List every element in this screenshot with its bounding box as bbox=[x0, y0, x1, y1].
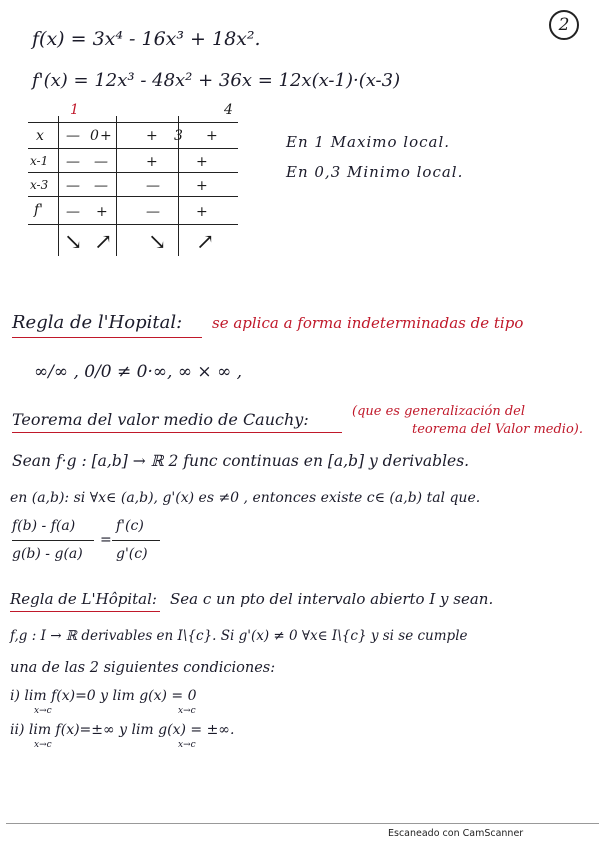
cell: — bbox=[66, 178, 80, 194]
cell: — bbox=[66, 128, 80, 144]
condition-2-subscript: x→c bbox=[34, 740, 52, 750]
formula-right-denominator: g'(c) bbox=[116, 546, 148, 562]
cell: — bbox=[94, 154, 108, 170]
cauchy-title: Teorema del valor medio de Cauchy: bbox=[12, 410, 309, 429]
row-label-x-3: x-3 bbox=[30, 178, 49, 192]
cell: — bbox=[94, 178, 108, 194]
condition-1: i) lim f(x)=0 y lim g(x) = 0 bbox=[10, 688, 197, 704]
condition-2: ii) lim f(x)=±∞ y lim g(x) = ±∞. bbox=[10, 722, 235, 738]
page-number: 2 bbox=[549, 10, 579, 40]
cell: — bbox=[146, 178, 160, 194]
lhopital-line-1: Sea c un pto del intervalo abierto I y sean. bbox=[170, 590, 494, 608]
lhopital-line-2: f,g : I → ℝ derivables en I\{c}. Si g'(x) ≠ 0 ∀x∈ I\{c} y si se cumple bbox=[10, 628, 468, 644]
scanner-footer: Escaneado con CamScanner bbox=[388, 828, 524, 839]
indeterminate-forms: ∞/∞ , 0/0 ≠ 0·∞, ∞ ⨯ ∞ , bbox=[34, 362, 243, 382]
cell: + bbox=[196, 154, 208, 170]
row-label-fprime: f' bbox=[34, 202, 44, 218]
equals-sign: = bbox=[100, 532, 112, 548]
arrow-3: ↘ bbox=[148, 230, 167, 255]
condition-1-subscript-g: x→c bbox=[178, 706, 196, 716]
note-maximum: En 1 Maximo local. bbox=[286, 133, 451, 151]
function-definition: f(x) = 3x⁴ - 16x³ + 18x². bbox=[32, 28, 261, 50]
lhopital-title: Regla de l'Hopital: bbox=[12, 312, 183, 333]
cell: — bbox=[66, 204, 80, 220]
cell: 3 bbox=[174, 128, 183, 144]
arrow-2: ↗ bbox=[94, 230, 113, 255]
cauchy-note-2: teorema del Valor medio). bbox=[412, 422, 583, 437]
cell: + bbox=[96, 204, 108, 220]
cauchy-formula bbox=[12, 518, 172, 568]
cell: + bbox=[146, 154, 158, 170]
cell: + bbox=[196, 178, 208, 194]
arrow-1: ↘ bbox=[64, 230, 83, 255]
cell: + bbox=[206, 128, 218, 144]
lhopital-line-3: una de las 2 siguientes condiciones: bbox=[10, 660, 276, 676]
formula-left-denominator: g(b) - g(a) bbox=[12, 546, 83, 562]
cauchy-line-1: Sean f·g : [a,b] → ℝ 2 func continuas en [a,b] y derivables. bbox=[12, 452, 470, 470]
cell: — bbox=[146, 204, 160, 220]
lhopital-rule-title: Regla de L'Hôpital: bbox=[10, 590, 157, 608]
lhopital-subtitle: se aplica a forma indeterminadas de tipo bbox=[212, 314, 524, 332]
cell: + bbox=[100, 128, 112, 144]
note-minimum: En 0,3 Minimo local. bbox=[286, 163, 464, 181]
cell: — bbox=[66, 154, 80, 170]
cell: + bbox=[146, 128, 158, 144]
derivative-line: f'(x) = 12x³ - 48x² + 36x = 12x(x-1)·(x-3) bbox=[32, 70, 401, 91]
condition-1-subscript: x→c bbox=[34, 706, 52, 716]
formula-right-numerator: f'(c) bbox=[116, 518, 144, 534]
arrow-4: ↗ bbox=[196, 230, 215, 255]
cauchy-note-1: (que es generalización del bbox=[352, 404, 525, 419]
table-top-label-2: 4 bbox=[224, 102, 233, 118]
row-label-x: x bbox=[36, 128, 44, 144]
table-top-label-1: 1 bbox=[70, 102, 79, 118]
sign-table bbox=[28, 102, 238, 258]
cell: 0 bbox=[90, 128, 99, 144]
condition-2-subscript-g: x→c bbox=[178, 740, 196, 750]
row-label-x-1: x-1 bbox=[30, 154, 49, 168]
cauchy-line-2: en (a,b): si ∀x∈ (a,b), g'(x) es ≠0 , entonces existe c∈ (a,b) tal que. bbox=[10, 490, 481, 506]
cell: + bbox=[196, 204, 208, 220]
formula-left-numerator: f(b) - f(a) bbox=[12, 518, 76, 534]
